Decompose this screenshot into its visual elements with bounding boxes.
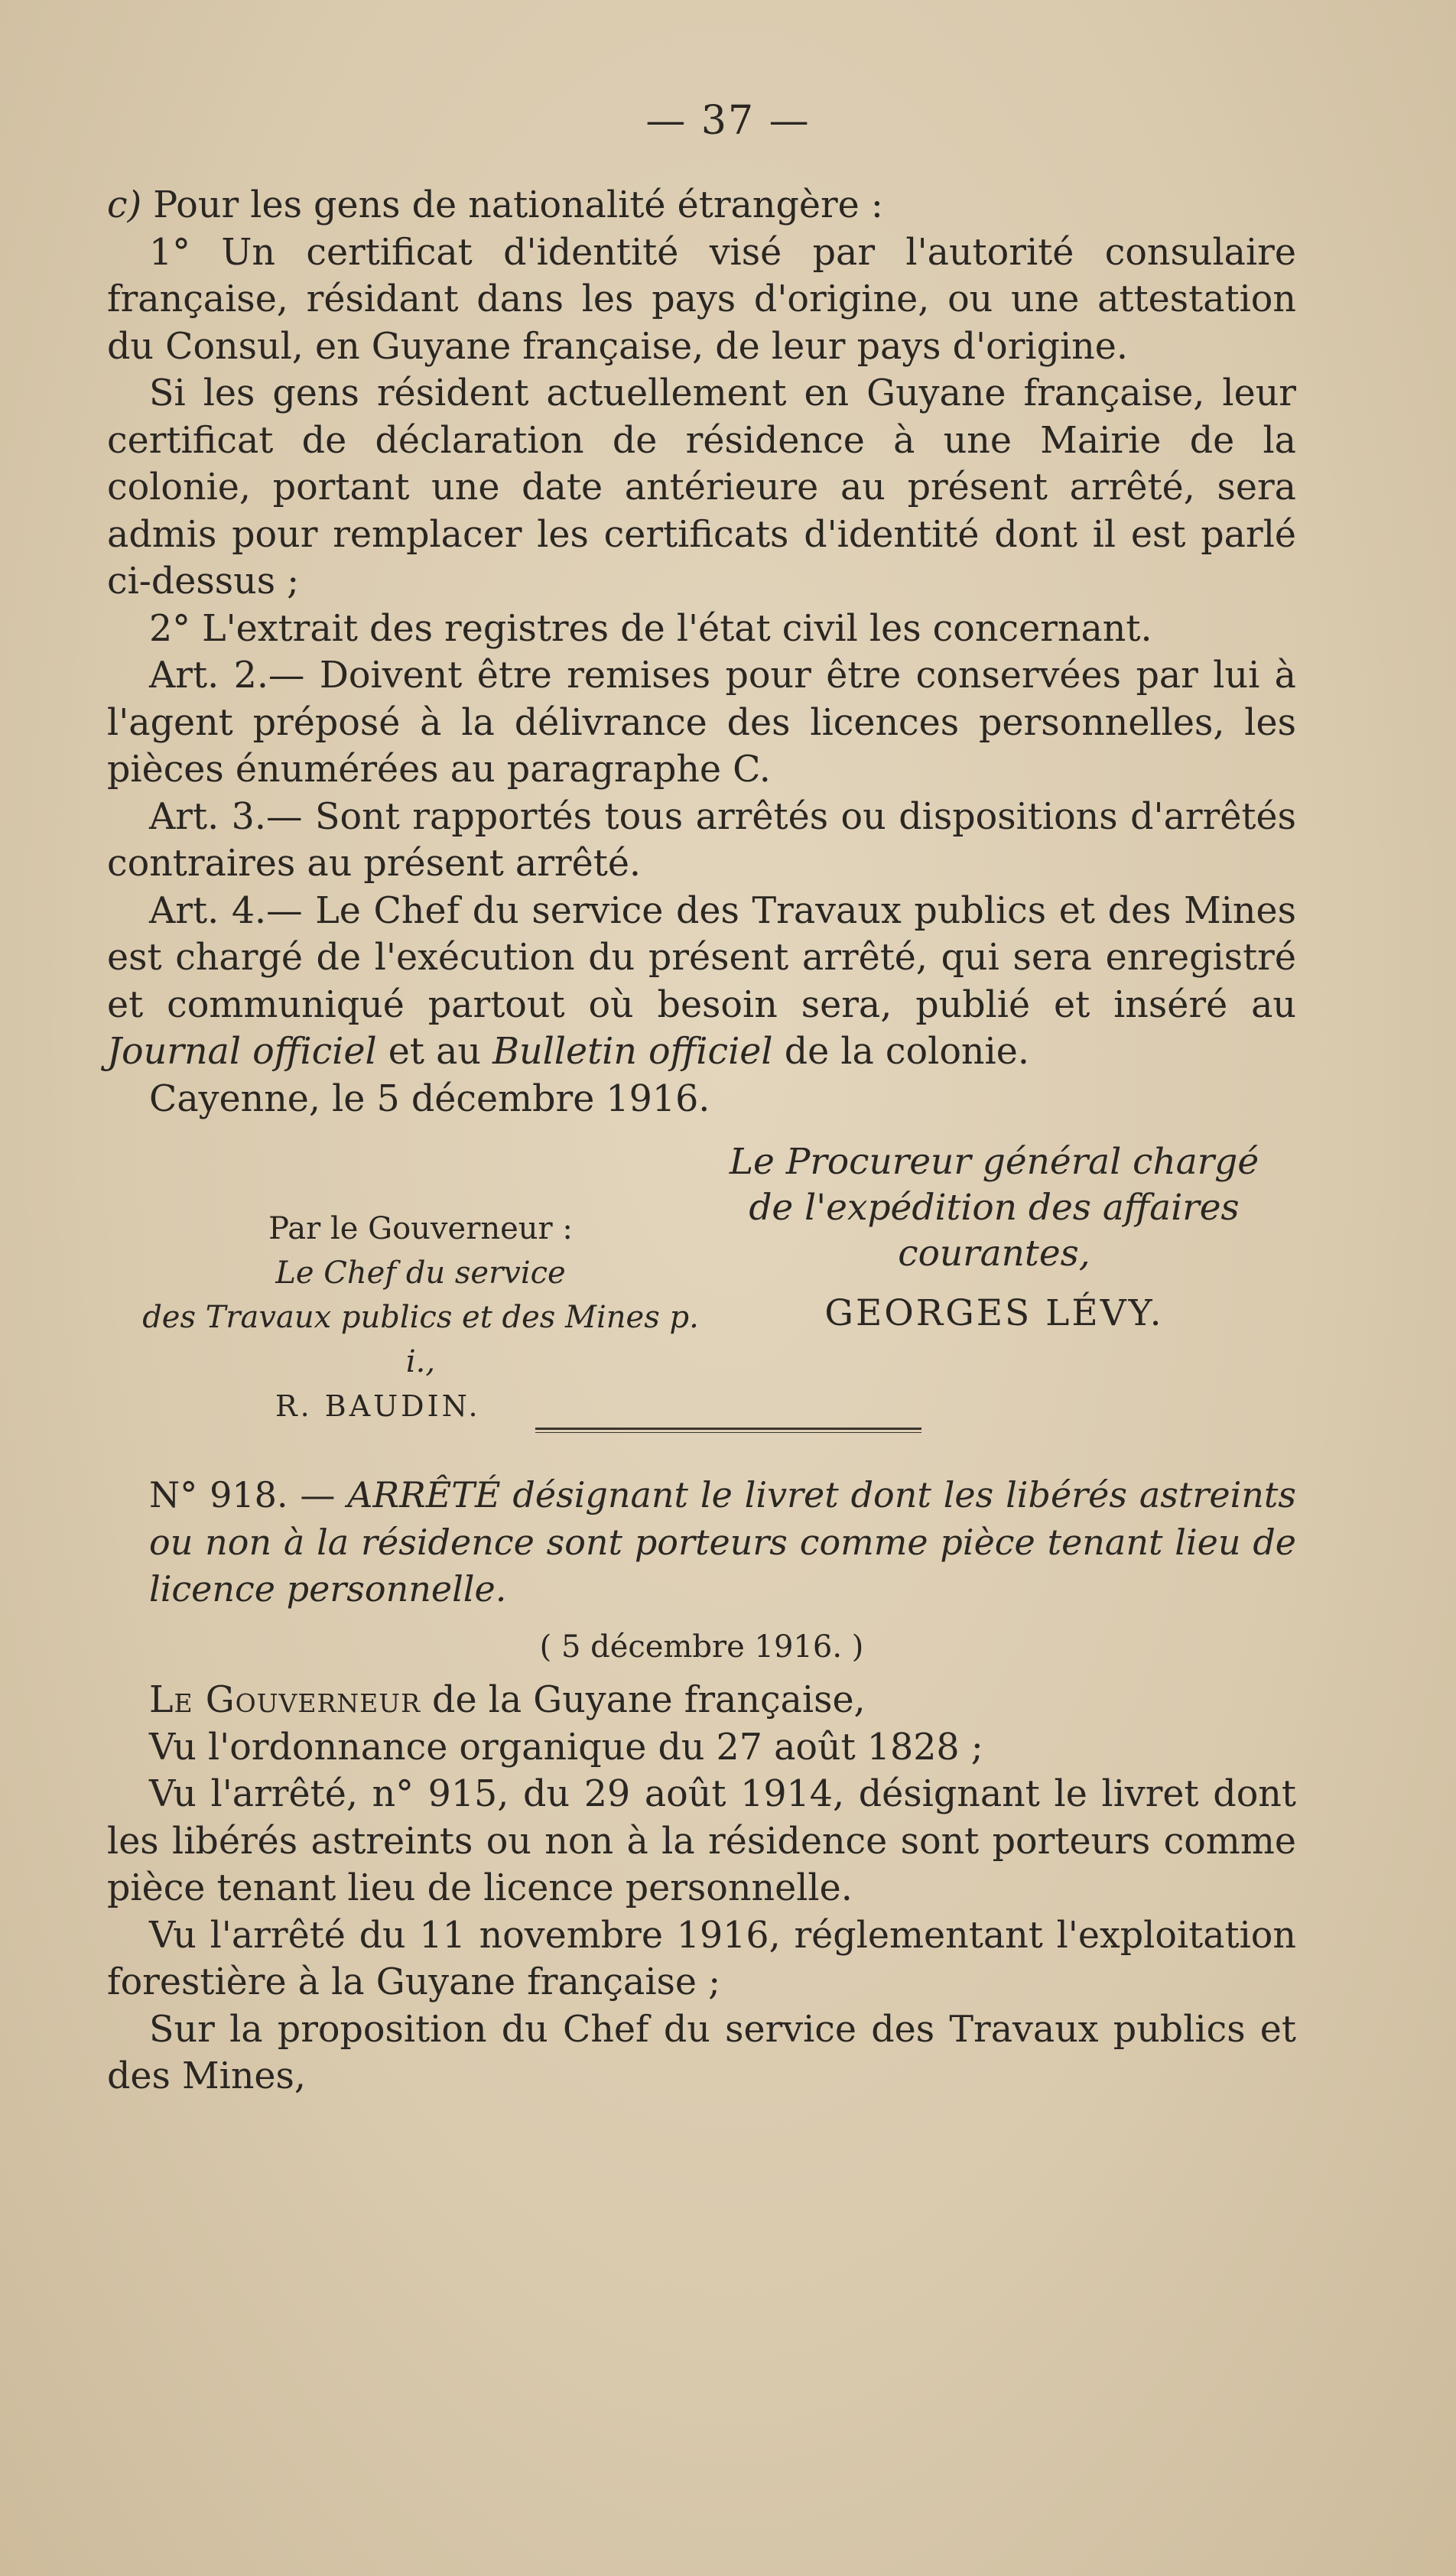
- page-number: — 37 —: [645, 98, 811, 144]
- section-c-heading: [107, 182, 1296, 229]
- gouverneur-rest: de la Guyane française,: [420, 1679, 866, 1721]
- signature-gouverneur: [138, 1207, 704, 1428]
- signature-left-line-1: Par le Gouverneur :: [268, 1211, 573, 1246]
- section-c-heading-text: Pour les gens de nationalité étrangère :: [153, 184, 883, 226]
- decree-date: ( 5 décembre 1916. ): [539, 1629, 864, 1665]
- vu-arrete-915: Vu l'arrêté, n° 915, du 29 août 1914, désignant le livret dont les libérés astreints ou non à la résidence sont porteurs comme pièce tenant lieu de licence personnelle.: [107, 1773, 1296, 1909]
- gouverneur-label: Le Gouverneur: [149, 1679, 421, 1721]
- vu-arrete-novembre: Vu l'arrêté du 11 novembre 1916, réglementant l'exploitation forestière à la Guyane française ;: [107, 1914, 1296, 2003]
- decree-title-text: ARRÊTÉ désignant le livret dont les libérés astreints ou non à la résidence sont porteurs comme pièce tenant lieu de licence personnelle.: [149, 1474, 1297, 1610]
- journal-officiel: Journal officiel: [107, 1031, 377, 1073]
- article-3: Art. 3.— Sont rapportés tous arrêtés ou dispositions d'arrêtés contraires au présent arrêté.: [107, 795, 1296, 885]
- place-date: Cayenne, le 5 décembre 1916.: [149, 1077, 710, 1120]
- article-2: Art. 2.— Doivent être remises pour être conservées par lui à l'agent préposé à la délivrance des licences personnelles, les pièces énumérées au paragraphe C.: [107, 655, 1296, 791]
- decree-number: N° 918. —: [149, 1474, 336, 1515]
- article-4-end: de la colonie.: [772, 1031, 1029, 1073]
- signature-right-name: GEORGES LÉVY.: [824, 1292, 1164, 1334]
- section-c-label: c): [107, 184, 142, 226]
- signature-right-line-1: Le Procureur général chargé: [729, 1141, 1259, 1183]
- sur-proposition: Sur la proposition du Chef du service des Travaux publics et des Mines,: [107, 2008, 1296, 2097]
- section-c-item-1: 1° Un certificat d'identité visé par l'autorité consulaire française, résidant dans les pays d'origine, ou une attestation du Consul, en Guyane française, de leur pays d'origine.: [107, 231, 1296, 368]
- section-c-item-2: 2° L'extrait des registres de l'état civil les concernant.: [149, 607, 1152, 650]
- decree-918-body: [107, 1472, 1296, 2100]
- decree-title: [107, 1472, 1296, 1613]
- signature-left-name: R. BAUDIN.: [275, 1389, 481, 1423]
- article-4-mid: et au: [376, 1031, 493, 1073]
- bulletin-officiel: Bulletin officiel: [492, 1031, 773, 1073]
- section-c-item-1-continuation: Si les gens résident actuellement en Guyane française, leur certificat de déclaration de résidence à une Mairie de la colonie, portant une date antérieure au présent arrêté, sera admis pour remplacer les certificats d'identité dont il est parlé ci-dessus ;: [107, 372, 1296, 603]
- signature-left-line-3: des Travaux publics et des Mines p. i.,: [142, 1300, 699, 1379]
- signature-right-line-2: de l'expédition des affaires: [749, 1187, 1240, 1229]
- article-4: [107, 888, 1296, 1076]
- article-4-start: Art. 4.— Le Chef du service des Travaux publics et des Mines est chargé de l'exécution du présent arrêté, qui sera enregistré et communiqué partout où besoin sera, publié et inséré au: [107, 889, 1296, 1026]
- section-divider: [535, 1428, 921, 1433]
- vu-ordonnance: Vu l'ordonnance organique du 27 août 1828 ;: [149, 1726, 983, 1769]
- decree-917-body: [107, 182, 1296, 1122]
- gouverneur-line: [107, 1677, 1296, 1724]
- signature-procureur: [665, 1139, 1323, 1337]
- signature-left-line-2: Le Chef du service: [275, 1256, 566, 1291]
- signature-right-line-3: courantes,: [898, 1233, 1090, 1275]
